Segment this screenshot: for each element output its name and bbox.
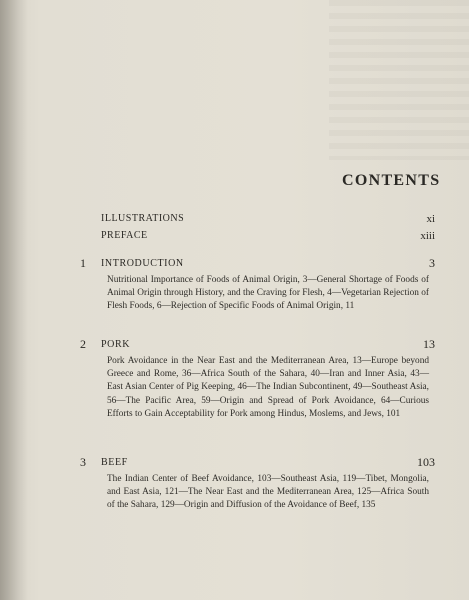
chapter-description: Pork Avoidance in the Near East and the Mediterranean Area, 13—Europe beyond Greece and Rome, 36—Africa South of the Sahara, 40—Iran and Inner Asia, 43—East Asian Center of Pig Keeping, 46—The Indian Subcontinent, 49—Southeast Asia, 56—The Pacific Area, 59—Origin and Spread of Pork Avoidance, 64—Curious Efforts to Gain Acceptability for Pork among Hindus, Moslems, and Jews, 101 <box>107 356 429 419</box>
gutter-shadow <box>0 0 28 600</box>
chapter-number: 2 <box>80 337 86 351</box>
front-matter-illustrations <box>101 213 435 227</box>
chapter-title: INTRODUCTION <box>101 258 184 269</box>
contents-heading: CONTENTS <box>342 172 441 189</box>
chapter-page: 3 <box>429 256 435 270</box>
chapter-number: 1 <box>80 256 86 270</box>
chapter-description: Nutritional Importance of Foods of Animal Origin, 3—General Shortage of Foods of Animal Origin through History, and the Craving for Flesh, 4—Vegetarian Rejection of Flesh Foods, 6—Rejection of Specific Foods of Animal Origin, 11 <box>107 275 429 312</box>
front-matter-preface <box>101 230 435 244</box>
front-matter-page: xiii <box>420 230 435 242</box>
chapter-number: 3 <box>80 455 86 469</box>
show-through-text <box>329 0 469 160</box>
front-matter-label: PREFACE <box>101 230 148 241</box>
chapter-title: PORK <box>101 339 131 350</box>
chapter-page: 13 <box>423 337 435 351</box>
chapter-description: The Indian Center of Beef Avoidance, 103—Southeast Asia, 119—Tibet, Mongolia, and East Asia, 121—The Near East and the Mediterranean Area, 125—Africa South of the Sahara, 129—Origin and Diffusion of the Avoidance of Beef, 135 <box>107 474 429 511</box>
front-matter-label: ILLUSTRATIONS <box>101 213 185 224</box>
chapter-title: BEEF <box>101 457 128 468</box>
front-matter-page: xi <box>426 213 435 225</box>
chapter-page: 103 <box>417 455 435 469</box>
